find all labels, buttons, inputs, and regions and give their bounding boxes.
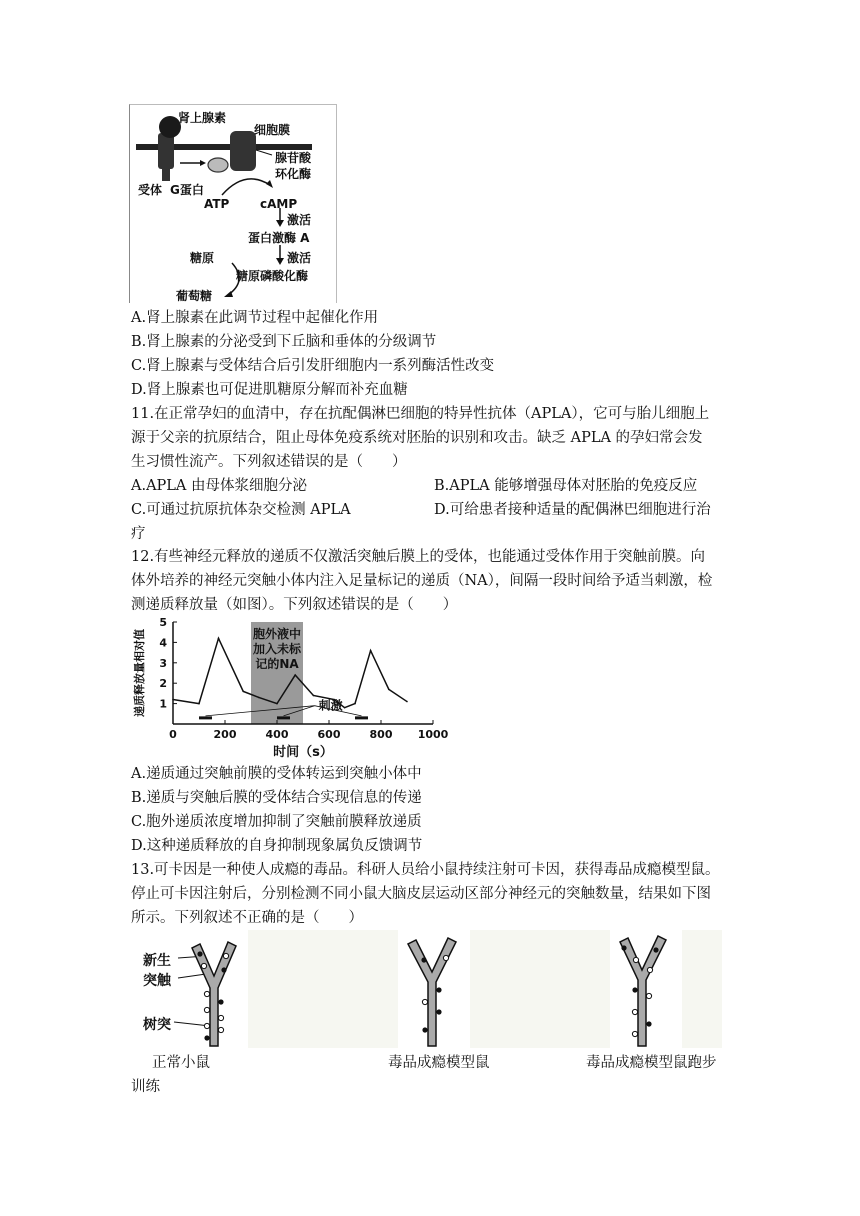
q11-option-c: C.可通过抗原抗体杂交检测 APLA <box>131 502 351 518</box>
q12-option-c: C.胞外递质浓度增加抑制了突触前膜释放递质 <box>131 814 422 830</box>
receptor-shape <box>158 133 174 169</box>
y-tick-label: 5 <box>159 616 167 629</box>
label-adrenaline: 肾上腺素 <box>178 111 227 125</box>
label-glucose: 葡萄糖 <box>176 289 213 303</box>
q10-option-b: B.肾上腺素的分泌受到下丘脑和垂体的分级调节 <box>131 334 437 350</box>
q12-stem-line-1: 12.有些神经元释放的递质不仅激活突触后膜上的受体，也能通过受体作用于突触前膜。向 <box>131 549 706 565</box>
q11-option-a: A.APLA 由母体浆细胞分泌 <box>131 478 308 494</box>
q10-option-c: C.肾上腺素与受体结合后引发肝细胞内一系列酶活性改变 <box>131 358 495 374</box>
label-atp: ATP <box>204 197 230 211</box>
label-receptor: 受体 <box>138 183 163 197</box>
label-adenylate-1: 腺苷酸 <box>275 151 312 165</box>
release-point <box>354 703 356 705</box>
release-point <box>276 703 278 705</box>
x-tick-label: 0 <box>169 728 177 741</box>
dendrite-figure-normal <box>130 930 248 1048</box>
chart-svg <box>129 614 449 762</box>
caption-running-mouse-continued: 训练 <box>131 1079 160 1095</box>
q12-stem-line-3: 测递质释放量（如图）。下列叙述错误的是（ ） <box>131 597 458 613</box>
q13-stem-line-3: 所示。下列叙述不正确的是（ ） <box>131 910 363 926</box>
release-point <box>388 689 390 691</box>
dendrite-figure-model <box>398 930 470 1048</box>
label-activate-1: 激活 <box>287 213 312 227</box>
neurotransmitter-release-chart <box>129 614 449 762</box>
label-camp: cAMP <box>260 197 298 211</box>
figure-panel-gap-3 <box>682 930 722 1048</box>
q11-stem-line-3: 生习惯性流产。下列叙述错误的是（ ） <box>131 454 407 470</box>
q12-stem-line-2: 体外培养的神经元突触小体内注入足量标记的递质（NA），间隔一段时间给予适当刺激，检 <box>131 573 713 589</box>
q12-option-d: D.这种递质释放的自身抑制现象属负反馈调节 <box>131 838 423 854</box>
q11-stem-line-1: 11.在正常孕妇的血清中，存在抗配偶淋巴细胞的特异性抗体（APLA），它可与胎儿细胞上 <box>131 406 710 422</box>
q10-option-d: D.肾上腺素也可促进肌糖原分解而补充血糖 <box>131 382 408 398</box>
release-point <box>242 691 244 693</box>
y-tick-label: 4 <box>159 636 167 650</box>
label-phosphorylase: 糖原磷酸化酶 <box>236 269 309 283</box>
y-tick-label: 3 <box>159 656 167 670</box>
dendrite-figure-running <box>610 930 682 1048</box>
x-tick-label: 600 <box>317 728 341 741</box>
release-point <box>406 701 408 703</box>
stimulus-label: 刺激 <box>318 698 343 713</box>
dendrite-running-svg <box>610 930 682 1048</box>
release-point <box>294 674 296 676</box>
dendrite-model-svg <box>398 930 470 1048</box>
q11-stem-line-2: 源于父亲的抗原结合，阻止母体免疫系统对胚胎的识别和攻击。缺乏 APLA 的孕妇常会发 <box>131 430 703 446</box>
release-point <box>198 703 200 705</box>
figure-panel-gap <box>248 930 398 1048</box>
label-new-synapse-1: 新生 <box>143 953 171 969</box>
figure-panel-gap-2 <box>470 930 610 1048</box>
shade-label-line: 记的NA <box>255 657 299 671</box>
label-dendrite: 树突 <box>143 1017 171 1033</box>
q13-stem-line-2: 停止可卡因注射后，分别检测不同小鼠大脑皮层运动区部分神经元的突触数量，结果如下图 <box>131 886 711 902</box>
release-point <box>370 650 372 652</box>
label-activate-2: 激活 <box>287 251 312 265</box>
release-point <box>258 697 260 699</box>
x-axis-label: 时间（s） <box>273 745 333 760</box>
y-tick-label: 1 <box>159 697 167 711</box>
caption-normal-mouse: 正常小鼠 <box>152 1055 210 1071</box>
adenylate-cyclase-shape <box>230 131 256 171</box>
caption-running-mouse: 毒品成瘾模型鼠跑步 <box>586 1055 717 1071</box>
label-g-protein: G蛋白 <box>170 183 204 197</box>
x-tick-label: 200 <box>213 728 237 741</box>
label-pka: 蛋白激酶 A <box>248 231 310 245</box>
release-point <box>313 695 315 697</box>
x-tick-label: 1000 <box>417 728 449 741</box>
q12-option-b: B.递质与突触后膜的受体结合实现信息的传递 <box>131 790 422 806</box>
shade-label-line: 胞外液中 <box>252 627 302 641</box>
y-axis-label: 递质释放量相对值 <box>133 629 146 717</box>
q13-stem-line-1: 13.可卡因是一种使人成瘾的毒品。科研人员给小鼠持续注射可卡因，获得毒品成瘾模型鼠。 <box>131 862 720 878</box>
q12-option-a: A.递质通过突触前膜的受体转运到突触小体中 <box>131 766 422 782</box>
q11-option-b: B.APLA 能够增强母体对胚胎的免疫反应 <box>434 478 698 494</box>
dendrite-normal-svg <box>130 930 248 1048</box>
release-point <box>172 699 174 701</box>
label-new-synapse-2: 突触 <box>143 973 171 989</box>
release-point <box>218 638 220 640</box>
x-tick-label: 400 <box>265 728 289 741</box>
label-adenylate-2: 环化酶 <box>275 167 312 181</box>
figure-adrenaline-signaling <box>129 104 337 303</box>
q11-option-d-continued: 疗 <box>131 526 146 542</box>
y-tick-label: 2 <box>159 677 167 691</box>
g-protein-shape <box>208 158 228 172</box>
q10-option-a: A.肾上腺素在此调节过程中起催化作用 <box>131 310 379 326</box>
x-tick-label: 800 <box>369 728 393 741</box>
label-membrane: 细胞膜 <box>254 123 291 137</box>
caption-model-mouse: 毒品成瘾模型鼠 <box>388 1055 490 1071</box>
shade-label-line: 加入未标 <box>252 642 302 656</box>
label-glycogen: 糖原 <box>190 251 215 265</box>
release-point <box>344 707 346 709</box>
q11-option-d: D.可给患者接种适量的配偶淋巴细胞进行治 <box>434 502 711 518</box>
